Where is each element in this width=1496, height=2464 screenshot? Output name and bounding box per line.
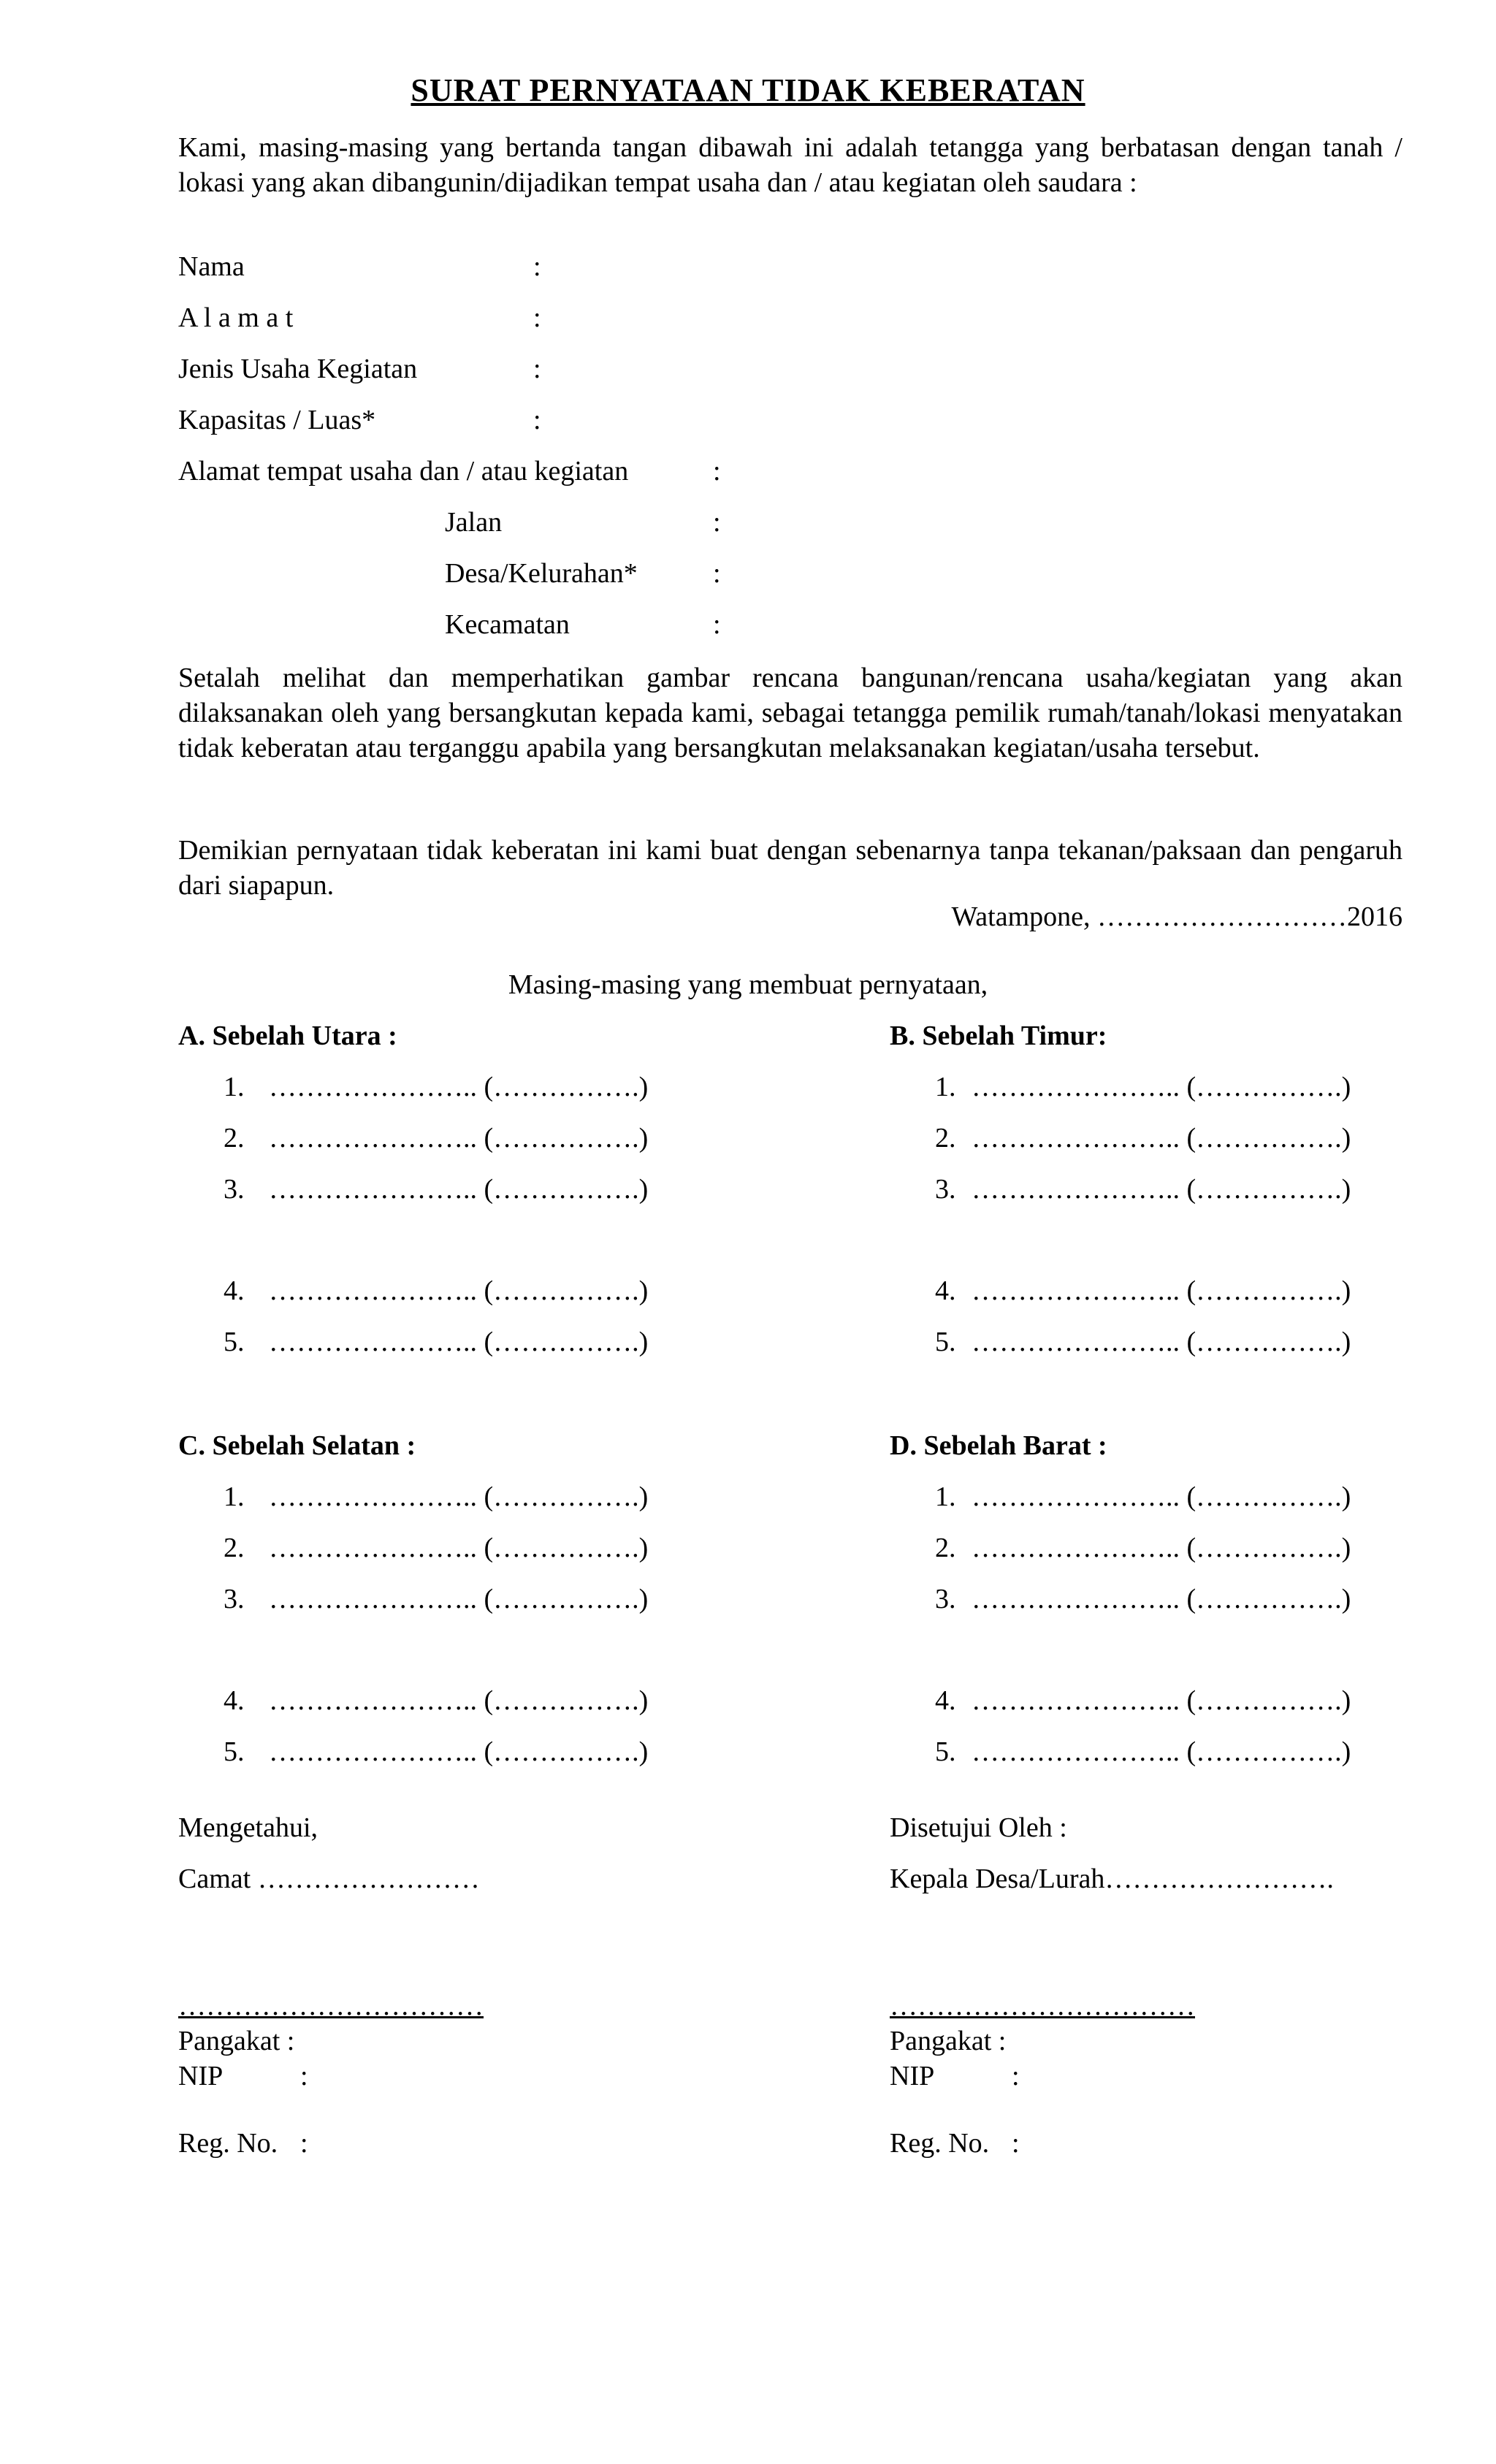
section-b-line-1: ………………….. (…………….) (972, 1072, 1351, 1102)
left-nip-label: NIP (178, 2061, 224, 2091)
left-reg-colon: : (300, 2128, 308, 2159)
field-alamat-tempat-label: Alamat tempat usaha dan / atau kegiatan (178, 456, 629, 487)
section-c-line-5: ………………….. (…………….) (269, 1736, 649, 1767)
section-a-line-2: ………………….. (…………….) (269, 1123, 649, 1153)
field-nama-colon: : (533, 251, 541, 282)
section-d-num-5: 5. (935, 1736, 956, 1767)
section-c-num-2: 2. (224, 1533, 245, 1563)
intro-paragraph: Kami, masing-masing yang bertanda tangan dibawah ini adalah tetangga yang berbatasan dengan tanah / lokasi yang akan dibangunin/dijadikan tempat usaha dan / atau kegiatan oleh saudara : (178, 132, 1402, 198)
field-nama-label: Nama (178, 251, 245, 282)
statement-paragraph: Setalah melihat dan memperhatikan gambar rencana bangunan/rencana usaha/kegiatan yang akan dilaksanakan oleh yang bersangkutan kepada kami, sebagai tetangga pemilik rumah/tanah/lokasi menyatakan tidak keberatan atau terganggu apabila yang bersangkutan melaksanakan kegiatan/usaha tersebut. (178, 663, 1402, 763)
section-d-num-4: 4. (935, 1685, 956, 1716)
right-reg-label: Reg. No. (890, 2128, 990, 2159)
section-b-line-5: ………………….. (…………….) (972, 1327, 1351, 1357)
section-d-line-3: ………………….. (…………….) (972, 1584, 1351, 1614)
field-desa-label: Desa/Kelurahan* (445, 558, 638, 589)
section-b-num-4: 4. (935, 1275, 956, 1306)
section-c-line-4: ………………….. (…………….) (269, 1685, 649, 1716)
section-b-num-1: 1. (935, 1072, 956, 1102)
section-a-num-4: 4. (224, 1275, 245, 1306)
section-b-heading: B. Sebelah Timur: (890, 1021, 1107, 1051)
section-c-num-5: 5. (224, 1736, 245, 1767)
disetujui-label: Disetujui Oleh : (890, 1812, 1067, 1843)
section-a-line-1: ………………….. (…………….) (269, 1072, 649, 1102)
section-b-line-4: ………………….. (…………….) (972, 1275, 1351, 1306)
section-d-num-2: 2. (935, 1533, 956, 1563)
field-jalan-colon: : (713, 507, 721, 538)
section-c-line-1: ………………….. (…………….) (269, 1481, 649, 1512)
left-nip-colon: : (300, 2061, 308, 2091)
field-alamat-colon: : (533, 302, 541, 333)
left-reg-label: Reg. No. (178, 2128, 278, 2159)
section-d-num-3: 3. (935, 1584, 956, 1614)
field-desa-colon: : (713, 558, 721, 589)
right-nip-label: NIP (890, 2061, 935, 2091)
field-kecamatan-colon: : (713, 609, 721, 640)
field-jenis-colon: : (533, 354, 541, 384)
field-kapasitas-colon: : (533, 405, 541, 435)
section-d-line-5: ………………….. (…………….) (972, 1736, 1351, 1767)
section-b-num-5: 5. (935, 1327, 956, 1357)
section-d-line-4: ………………….. (…………….) (972, 1685, 1351, 1716)
section-c-line-3: ………………….. (…………….) (269, 1584, 649, 1614)
right-pangkat: Pangakat : (890, 2026, 1007, 2056)
field-alamat-tempat-colon: : (713, 456, 721, 487)
closing-paragraph: Demikian pernyataan tidak keberatan ini kami buat dengan sebenarnya tanpa tekanan/paksaan dan pengaruh dari siapapun. (178, 835, 1402, 901)
place-date: Watampone, ………………………2016 (951, 901, 1402, 932)
section-a-num-1: 1. (224, 1072, 245, 1102)
section-a-num-5: 5. (224, 1327, 245, 1357)
camat-label: Camat …………………… (178, 1864, 480, 1894)
section-b-num-3: 3. (935, 1174, 956, 1205)
section-c-line-2: ………………….. (…………….) (269, 1533, 649, 1563)
field-jenis-label: Jenis Usaha Kegiatan (178, 354, 418, 384)
left-pangkat: Pangakat : (178, 2026, 295, 2056)
field-alamat-label: A l a m a t (178, 302, 294, 333)
document-title: SURAT PERNYATAAN TIDAK KEBERATAN (411, 72, 1085, 108)
section-a-heading: A. Sebelah Utara : (178, 1021, 397, 1051)
right-nip-colon: : (1012, 2061, 1020, 2091)
section-b-line-2: ………………….. (…………….) (972, 1123, 1351, 1153)
mengetahui-label: Mengetahui, (178, 1812, 318, 1843)
section-c-num-4: 4. (224, 1685, 245, 1716)
section-d-line-2: ………………….. (…………….) (972, 1533, 1351, 1563)
section-a-line-5: ………………….. (…………….) (269, 1327, 649, 1357)
field-kecamatan-label: Kecamatan (445, 609, 570, 640)
section-d-line-1: ………………….. (…………….) (972, 1481, 1351, 1512)
section-b-line-3: ………………….. (…………….) (972, 1174, 1351, 1205)
signers-heading: Masing-masing yang membuat pernyataan, (508, 969, 988, 1000)
section-a-num-2: 2. (224, 1123, 245, 1153)
field-kapasitas-label: Kapasitas / Luas* (178, 405, 376, 435)
section-c-num-3: 3. (224, 1584, 245, 1614)
left-signature-line: …………………………… (178, 1991, 484, 2021)
right-signature-line: …………………………… (890, 1991, 1195, 2021)
section-a-line-4: ………………….. (…………….) (269, 1275, 649, 1306)
section-a-line-3: ………………….. (…………….) (269, 1174, 649, 1205)
kepala-desa-label: Kepala Desa/Lurah……………………. (890, 1864, 1334, 1894)
right-reg-colon: : (1012, 2128, 1020, 2159)
section-b-num-2: 2. (935, 1123, 956, 1153)
section-c-num-1: 1. (224, 1481, 245, 1512)
section-c-heading: C. Sebelah Selatan : (178, 1430, 416, 1461)
section-a-num-3: 3. (224, 1174, 245, 1205)
section-d-num-1: 1. (935, 1481, 956, 1512)
section-d-heading: D. Sebelah Barat : (890, 1430, 1107, 1461)
field-jalan-label: Jalan (445, 507, 503, 538)
